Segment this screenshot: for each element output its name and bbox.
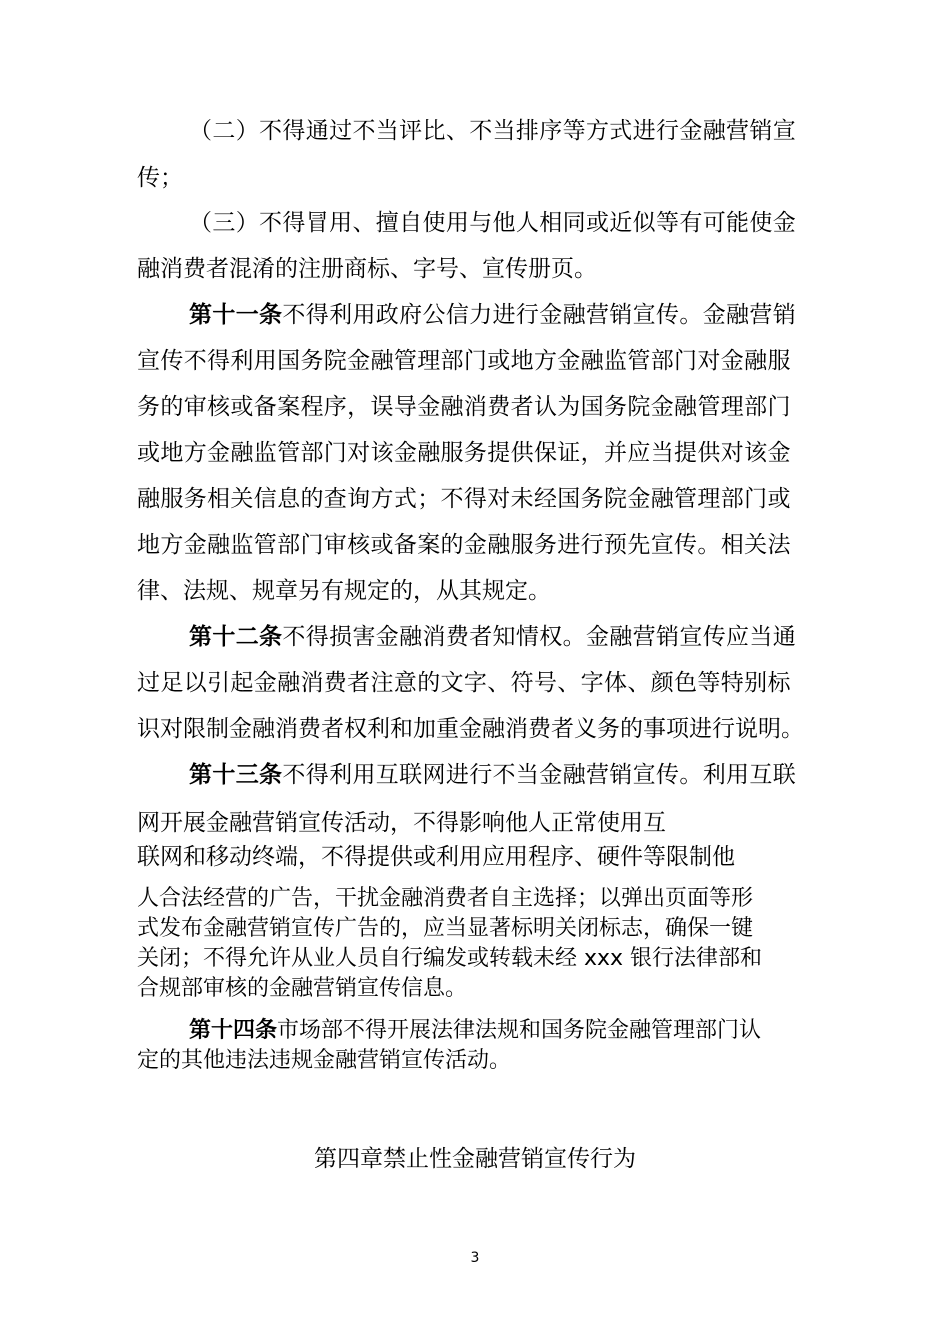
- article-first-line: [189, 622, 796, 652]
- paragraph-line: 市场部不得开展法律法规和国务院金融管理部门认: [277, 1018, 762, 1043]
- article-number: 第十一条: [189, 302, 283, 328]
- chapter-heading: 第四章禁止性金融营销宣传行为: [314, 1146, 636, 1172]
- paragraph-line: 关闭；不得允许从业人员自行编发或转载未经 xxx 银行法律部和: [137, 946, 763, 971]
- paragraph-line: 不得损害金融消费者知情权。金融营销宣传应当通: [282, 624, 797, 650]
- paragraph-line: 识对限制金融消费者权利和加重金融消费者义务的事项进行说明。: [137, 716, 804, 742]
- paragraph-line: 或地方金融监管部门对该金融服务提供保证，并应当提供对该金: [137, 440, 791, 466]
- paragraph-line: （三）不得冒用、擅自使用与他人相同或近似等有可能使金: [189, 210, 797, 236]
- article-number: 第十二条: [189, 624, 283, 650]
- article-first-line: [189, 760, 796, 790]
- article-number: 第十四条: [189, 1018, 278, 1043]
- article-first-line: [189, 1016, 761, 1046]
- paragraph-line: （二）不得通过不当评比、不当排序等方式进行金融营销宣: [189, 118, 797, 144]
- paragraph-line: 网开展金融营销宣传活动，不得影响他人正常使用互: [137, 810, 666, 836]
- paragraph-line: 融消费者混淆的注册商标、字号、宣传册页。: [137, 256, 597, 282]
- paragraph-line: 地方金融监管部门审核或备案的金融服务进行预先宣传。相关法: [137, 532, 791, 558]
- paragraph-line: 传；: [137, 165, 183, 191]
- paragraph-line: 联网和移动终端，不得提供或利用应用程序、硬件等限制他: [137, 844, 735, 870]
- article-number: 第十三条: [189, 762, 283, 788]
- paragraph-line: 合规部审核的金融营销宣传信息。: [137, 976, 468, 1001]
- page-number: 3: [470, 1250, 480, 1266]
- paragraph-line: 务的审核或备案程序，误导金融消费者认为国务院金融管理部门: [137, 394, 791, 420]
- paragraph-line: 人合法经营的广告，干扰金融消费者自主选择；以弹出页面等形: [137, 886, 754, 911]
- paragraph-line: 不得利用互联网进行不当金融营销宣传。利用互联: [282, 762, 797, 788]
- paragraph-line: 定的其他违法违规金融营销宣传活动。: [137, 1048, 512, 1073]
- paragraph-line: 式发布金融营销宣传广告的，应当显著标明关闭标志，确保一键: [137, 916, 754, 941]
- paragraph-line: 融服务相关信息的查询方式；不得对未经国务院金融管理部门或: [137, 486, 791, 512]
- article-first-line: [189, 300, 796, 330]
- paragraph-line: 律、法规、规章另有规定的，从其规定。: [137, 578, 551, 604]
- paragraph-line: 过足以引起金融消费者注意的文字、符号、字体、颜色等特别标: [137, 670, 791, 696]
- paragraph-line: 不得利用政府公信力进行金融营销宣传。金融营销: [282, 302, 797, 328]
- paragraph-line: 宣传不得利用国务院金融管理部门或地方金融监管部门对金融服: [137, 348, 791, 374]
